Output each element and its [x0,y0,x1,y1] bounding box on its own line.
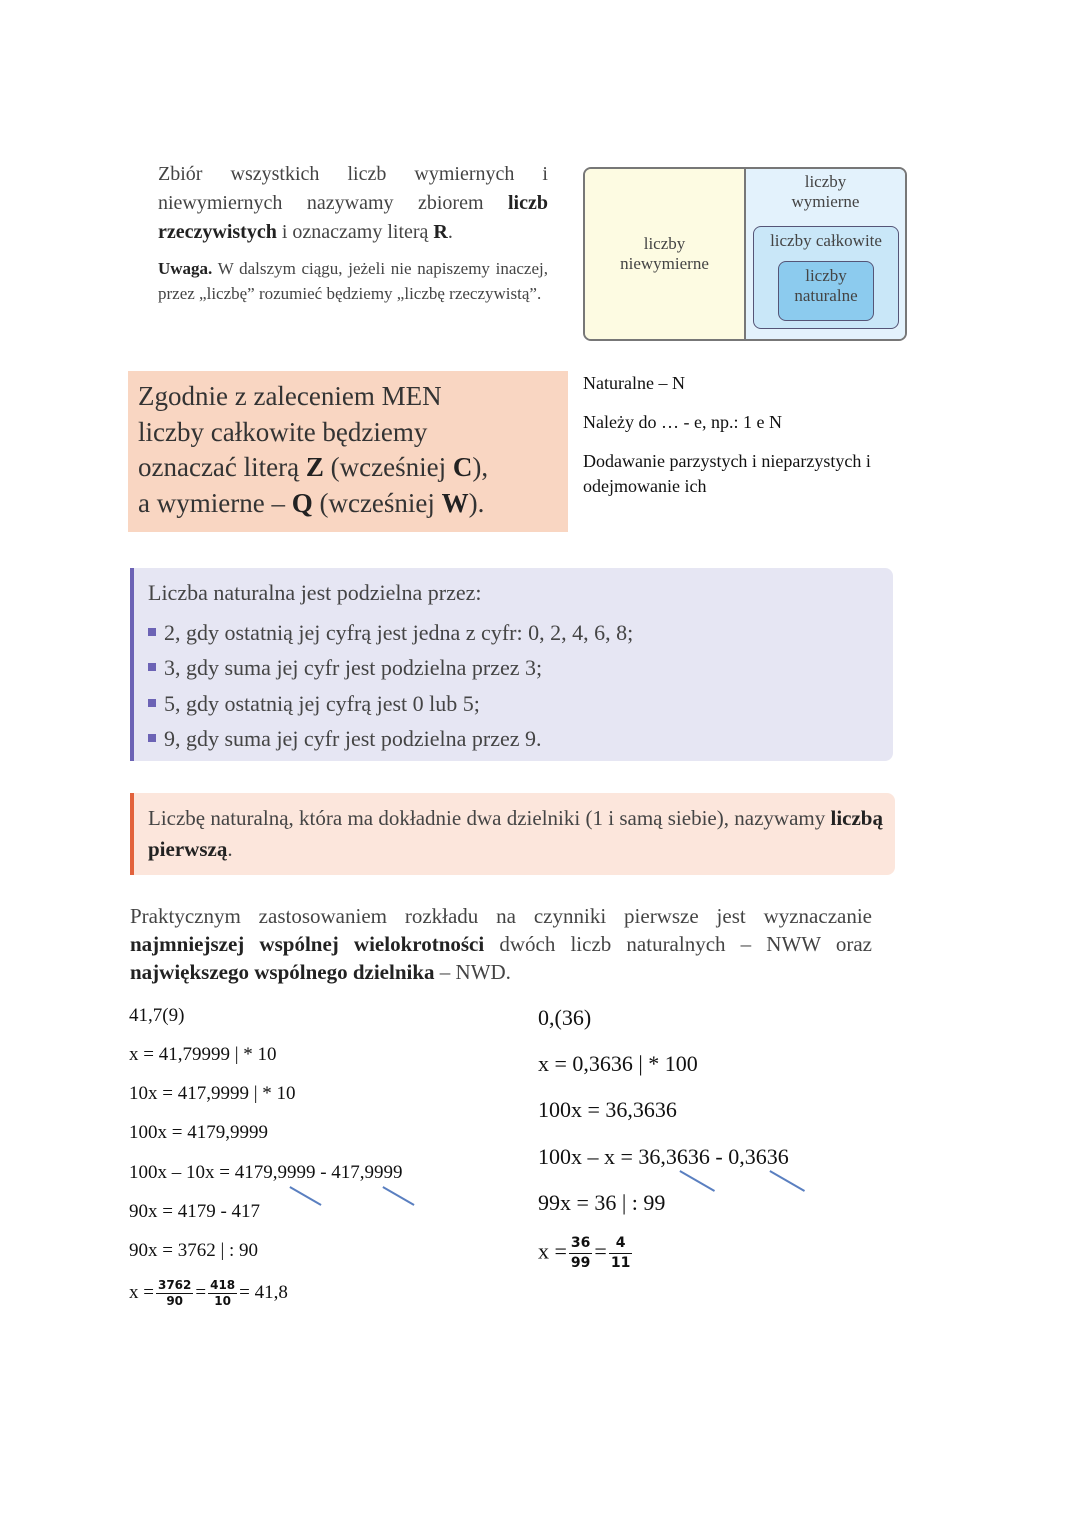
math-line: x = 41,79999 | * 10 [129,1044,277,1065]
divisibility-list [148,615,633,756]
math-line: 100x – x = 36,3636 - 0,3636 [538,1144,789,1169]
note-paragraph: Uwaga. W dalszym ciągu, jeżeli nie napiszemy inaczej, przez „liczbę” rozumieć będziemy „liczbę rzeczywistą”. [158,259,548,303]
nww-nwd-paragraph: Praktycznym zastosowaniem rozkładu na czynniki pierwsze jest wyznaczanie najmniejszej wspólnej wielokrotności dwóch liczb naturalnych – NWW oraz największego wspólnego dzielnika – NWD. [130,904,873,984]
strike-mark [383,1186,415,1205]
note-addition: Dodawanie parzystych i nieparzystych i odejmowanie ich [583,451,871,496]
list-item: 9, gdy suma jej cyfr jest podzielna przez 9. [148,721,633,756]
divisibility-heading: Liczba naturalna jest podzielna przez: [148,580,482,605]
math-line: 99x = 36 | : 99 [538,1190,666,1215]
list-item: 2, gdy ostatnią jej cyfrą jest jedna z cyfr: 0, 2, 4, 6, 8; [148,615,633,650]
math-line-final: x = $\frac{3762}{90}$ = $\frac{418}{10}$ = 41,8 [129,1278,288,1308]
naturals-region: liczby naturalne [778,261,874,321]
list-item: 5, gdy ostatnią jej cyfrą jest 0 lub 5; [148,686,633,721]
math-line: 90x = 4179 - 417 [129,1201,261,1222]
list-item: 3, gdy suma jej cyfr jest podzielna przez 3; [148,650,633,685]
prime-definition-box: Liczbę naturalną, która ma dokładnie dwa dzielniki (1 i samą siebie), nazywamy liczbą pierwszą. [130,793,895,875]
note-belongs: Należy do … - e, np.: 1 e N [583,412,782,432]
strike-mark [770,1170,805,1191]
irrational-region: liczby niewymierne [585,169,746,339]
math-line: 0,(36) [538,1005,592,1030]
note-naturals: Naturalne – N [583,373,685,393]
math-line: 41,7(9) [129,1005,185,1026]
integers-region: liczby całkowite liczby naturalne [753,226,899,329]
men-notation-box: Zgodnie z zaleceniem MEN liczby całkowite będziemy oznaczać literą Z (wcześniej C), a wymierne – Q (wcześniej W). [128,371,568,532]
math-line: x = 0,3636 | * 100 [538,1051,698,1076]
rational-region: liczby wymierne liczby całkowite liczby naturalne [746,169,905,339]
number-sets-diagram [583,167,907,341]
math-line: 10x = 417,9999 | * 10 [129,1083,296,1104]
math-line: 100x = 4179,9999 [129,1122,268,1143]
math-line: 100x – 10x = 4179,9999 - 417,9999 [129,1162,403,1183]
strike-mark [290,1186,322,1205]
math-line: 90x = 3762 | : 90 [129,1240,259,1261]
divisibility-box [130,568,893,761]
intro-paragraph: Zbiór wszystkich liczb wymiernych i niewymiernych nazywamy zbiorem liczb rzeczywistych i oznaczamy literą R. [158,163,548,243]
math-line-final: x = $\frac{36}{99}$ = $\frac{4}{11}$ [538,1235,631,1271]
math-line: 100x = 36,3636 [538,1097,677,1122]
strike-mark [680,1170,715,1191]
